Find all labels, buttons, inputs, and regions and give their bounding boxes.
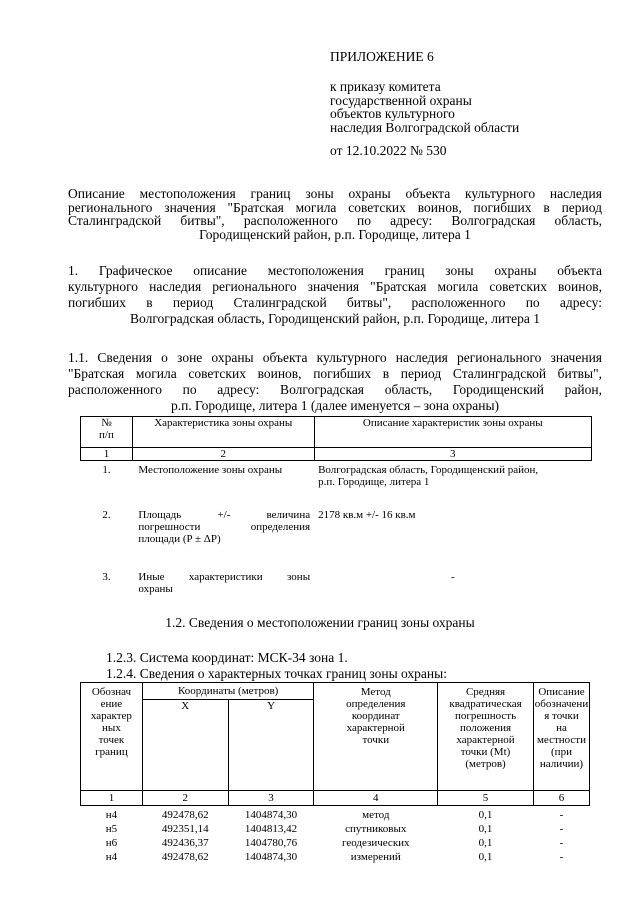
- section-1-1-line: "Братская могила советских воинов, погибших в период Сталинградской битвы",: [68, 366, 602, 381]
- column-number: 1: [81, 791, 143, 806]
- row-characteristic: [132, 571, 314, 601]
- point-method: геодезических: [341, 837, 410, 849]
- section-1-line: 1. Графическое описание местоположения границ зоны охраны объекта: [68, 263, 602, 278]
- row-characteristic-line: погрешности определения: [138, 521, 311, 533]
- document-title-line: Сталинградской битвы", расположенного по адресу: Волгоградская область,: [68, 213, 602, 228]
- row-description: [314, 461, 591, 510]
- point-name: н4: [105, 809, 118, 821]
- header-number-line: п/п: [99, 429, 114, 441]
- header-error-line: квадратическая: [449, 698, 522, 710]
- header-error: [438, 683, 534, 791]
- row-characteristic: [132, 509, 314, 571]
- appendix-date: от 12.10.2022 № 530: [330, 143, 447, 158]
- section-1-2-4: 1.2.4. Сведения о характерных точках границ зоны охраны:: [106, 666, 447, 681]
- section-1-1-line: расположенного по адресу: Волгоградская область, Городищенский район,: [68, 382, 602, 397]
- section-1-1-line: 1.1. Сведения о зоне охраны объекта культурного наследия регионального значения: [68, 350, 602, 365]
- column-number: 2: [142, 791, 228, 806]
- table-row: [81, 850, 590, 864]
- header-method-line: точки: [362, 734, 390, 746]
- point-error: 0,1: [478, 809, 493, 821]
- row-characteristic-line: площади (P ± ΔP): [138, 533, 221, 545]
- header-description-line: обозначени: [534, 698, 589, 710]
- document-title-line: Описание местоположения границ зоны охраны объекта культурного наследия: [68, 186, 602, 201]
- header-y: Y: [228, 700, 314, 791]
- row-characteristic: [132, 461, 314, 510]
- document-title-line: Городищенский район, р.п. Городище, литера 1: [199, 226, 471, 242]
- header-description: Описание характеристик зоны охраны: [314, 417, 591, 448]
- table-row: [81, 461, 592, 510]
- point-x: 492478,62: [161, 851, 209, 863]
- zone-characteristics-table: [80, 416, 592, 601]
- row-number: 1.: [102, 464, 111, 476]
- section-1-line: погибших в период Сталинградской битвы", расположенного по адресу:: [68, 295, 602, 310]
- point-name: н4: [105, 851, 118, 863]
- column-number: 6: [533, 791, 589, 806]
- header-points-line: границ: [95, 746, 128, 758]
- table-header-row: [81, 683, 590, 700]
- header-description-line: Описание: [538, 686, 585, 698]
- table-row: [81, 822, 590, 836]
- header-method: [314, 683, 438, 791]
- table-row: [81, 806, 590, 823]
- column-number-row: [81, 448, 592, 461]
- document-title: [68, 187, 602, 241]
- point-method: спутниковых: [345, 823, 407, 835]
- point-name: н6: [105, 837, 118, 849]
- section-1-1-line: р.п. Городище, литера 1 (далее именуется – зона охраны): [170, 398, 500, 413]
- point-method: метод: [362, 809, 390, 821]
- row-characteristic-line: Иные характеристики зоны: [138, 571, 311, 583]
- point-y: 1404813,42: [244, 823, 298, 835]
- header-method-line: координат: [351, 710, 400, 722]
- table-row: [81, 571, 592, 601]
- header-points: [81, 683, 143, 791]
- section-1-2-heading: 1.2. Сведения о местоположении границ зоны охраны: [165, 615, 475, 630]
- header-points-line: точек: [98, 734, 125, 746]
- table-row: [81, 836, 590, 850]
- row-description: [314, 571, 591, 601]
- appendix-order-block: [330, 80, 519, 134]
- row-description-line: Волгоградская область, Городищенский район,: [318, 464, 539, 476]
- point-error: 0,1: [478, 851, 493, 863]
- header-x: X: [142, 700, 228, 791]
- point-name: н5: [105, 823, 118, 835]
- row-description-line: 2178 кв.м +/- 16 кв.м: [318, 509, 416, 521]
- point-method: измерений: [350, 851, 401, 863]
- section-1-1: [68, 350, 602, 414]
- header-description-line: на: [556, 722, 567, 734]
- table-row: [81, 509, 592, 571]
- row-number: 2.: [102, 509, 111, 521]
- header-error-line: (метров): [465, 758, 506, 770]
- point-description: -: [559, 851, 564, 863]
- header-description-line: наличии): [539, 758, 584, 770]
- point-error: 0,1: [478, 837, 493, 849]
- column-number: 4: [314, 791, 438, 806]
- header-coordinates: Координаты (метров): [142, 683, 314, 700]
- appendix-title: ПРИЛОЖЕНИЕ 6: [330, 49, 434, 64]
- row-characteristic-line: охраны: [138, 583, 173, 595]
- header-error-line: характерной: [456, 734, 515, 746]
- row-description-line: -: [450, 571, 455, 583]
- point-description: -: [559, 809, 564, 821]
- point-y: 1404780,76: [244, 837, 298, 849]
- section-1: [68, 263, 602, 327]
- section-1-2-3: 1.2.3. Система координат: МСК-34 зона 1.: [106, 650, 348, 665]
- appendix-order-line: государственной охраны: [330, 92, 472, 108]
- header-points-line: Обознач: [91, 686, 132, 698]
- header-characteristic: Характеристика зоны охраны: [132, 417, 314, 448]
- section-1-line: культурного наследия регионального значения "Братская могила советских воинов,: [68, 279, 602, 294]
- row-characteristic-line: Площадь +/- величина: [138, 509, 311, 521]
- header-description-line: местности: [536, 734, 586, 746]
- header-error-line: Средняя: [465, 686, 506, 698]
- header-points-line: ных: [102, 722, 121, 734]
- appendix-order-line: наследия Волгоградской области: [330, 119, 520, 135]
- point-description: -: [559, 823, 564, 835]
- column-number: 5: [438, 791, 534, 806]
- appendix-order-line: объектов культурного: [330, 106, 455, 121]
- header-description: [533, 683, 589, 791]
- point-description: -: [559, 837, 564, 849]
- row-description: [314, 509, 591, 571]
- header-description-line: (при: [551, 746, 572, 758]
- table-header-row: [81, 417, 592, 448]
- point-x: 492478,62: [161, 809, 209, 821]
- header-description-line: я точки: [544, 710, 579, 722]
- header-method-line: определения: [346, 698, 406, 710]
- document-title-line: регионального значения "Братская могила советских воинов, погибших в период: [68, 199, 602, 215]
- header-error-line: положения: [459, 722, 512, 734]
- header-error-line: погрешность: [454, 710, 517, 722]
- boundary-points-table: [80, 682, 590, 864]
- point-error: 0,1: [478, 823, 493, 835]
- header-number: [81, 417, 133, 448]
- header-method-line: характерной: [346, 722, 405, 734]
- header-number-line: №: [101, 417, 112, 429]
- row-description-line: р.п. Городище, литера 1: [318, 476, 430, 488]
- appendix-order-line: к приказу комитета: [330, 79, 441, 94]
- column-number: 1: [81, 448, 133, 461]
- point-x: 492436,37: [161, 837, 209, 849]
- header-points-line: характер: [90, 710, 132, 722]
- header-method-line: Метод: [360, 686, 391, 698]
- row-characteristic-line: Местоположение зоны охраны: [138, 464, 283, 476]
- header-error-line: точки (Mt): [460, 746, 511, 758]
- column-number: 3: [314, 448, 591, 461]
- column-number-row: [81, 791, 590, 806]
- column-number: 2: [132, 448, 314, 461]
- row-number: 3.: [102, 571, 111, 583]
- section-1-line: Волгоградская область, Городищенский район, р.п. Городище, литера 1: [130, 311, 540, 326]
- column-number: 3: [228, 791, 314, 806]
- point-y: 1404874,30: [244, 809, 298, 821]
- point-x: 492351,14: [161, 823, 209, 835]
- point-y: 1404874,30: [244, 851, 298, 863]
- header-points-line: ение: [100, 698, 123, 710]
